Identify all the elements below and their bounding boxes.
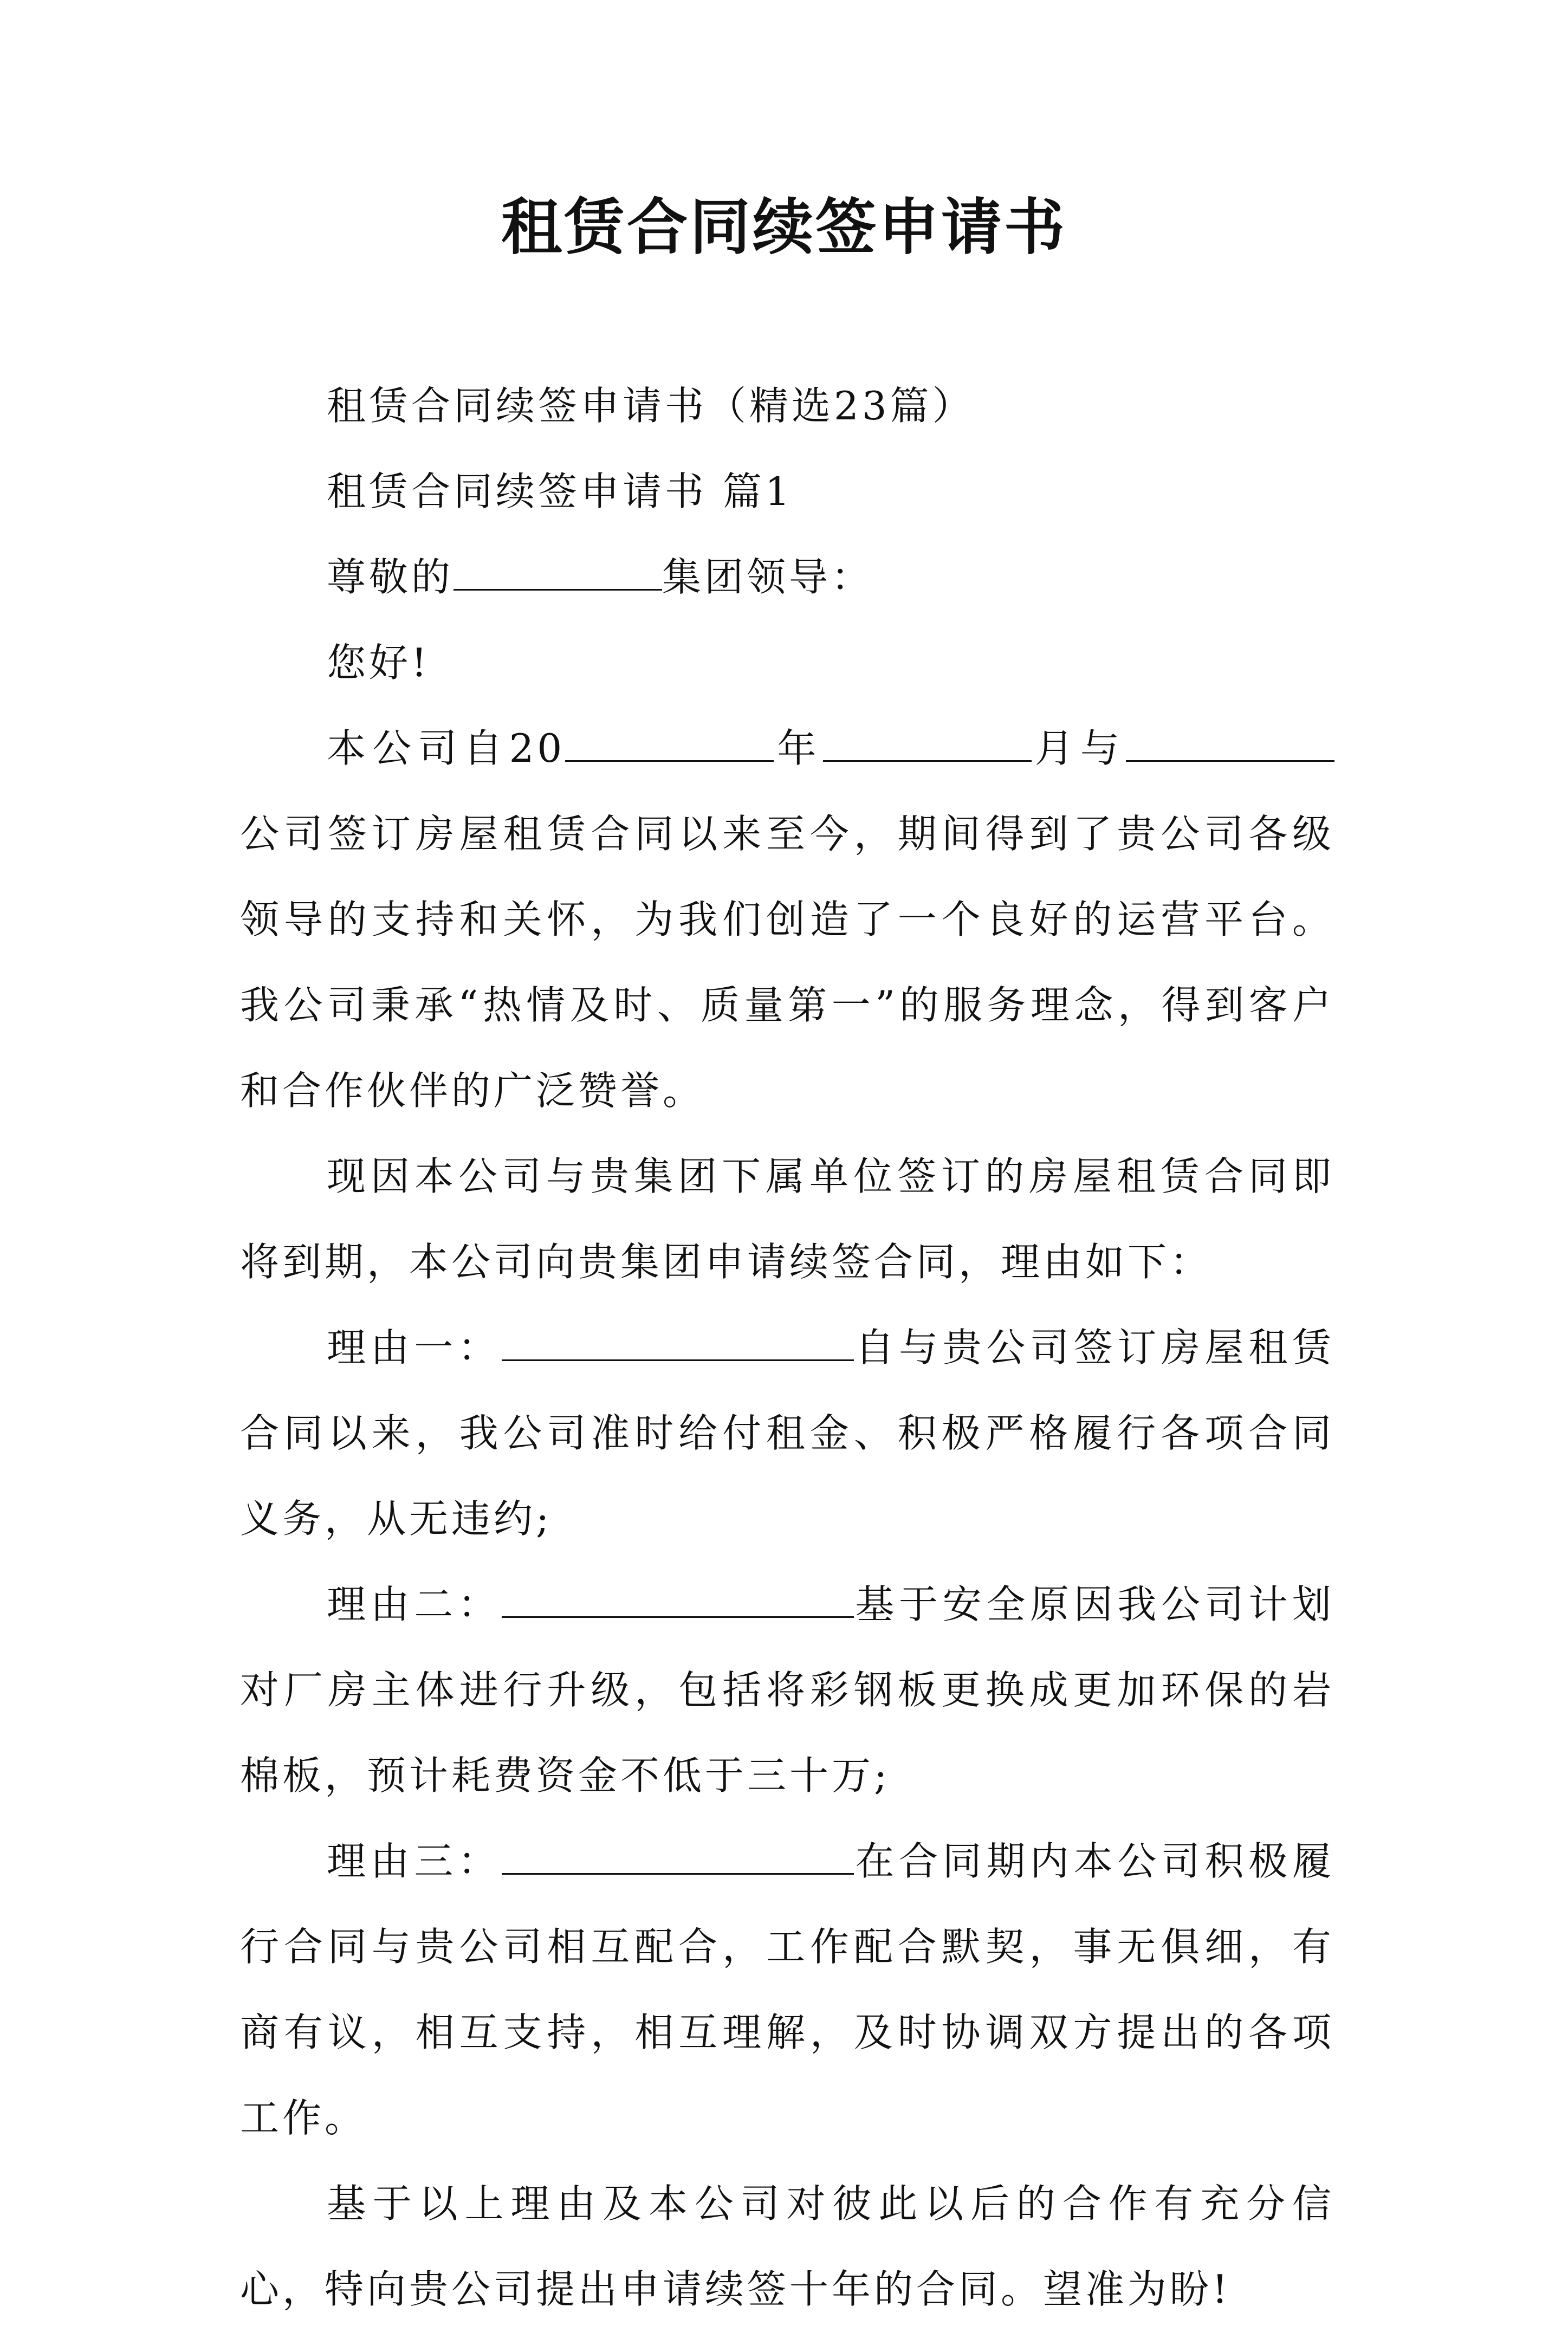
reason-3-text: 在合同期内本公司积极履行合同与贵公司相互配合，工作配合默契，事无俱细，有商有议，相互支持，相互理解，及时协调双方提出的各项工作。 — [240, 1838, 1334, 2141]
blank-company-name — [453, 555, 662, 591]
intro-part-3: 月与 — [1031, 725, 1126, 771]
document-body — [240, 363, 1334, 2332]
blank-reason-3 — [502, 1839, 854, 1875]
salutation — [240, 534, 1334, 620]
paragraph-closing: 基于以上理由及本公司对彼此以后的合作有充分信心，特向贵公司提出申请续签十年的合同。望准为盼! — [240, 2181, 1334, 2312]
paragraph-intro — [240, 705, 1334, 1133]
intro-part-2: 年 — [774, 725, 823, 771]
blank-reason-2 — [502, 1583, 854, 1618]
salutation-prefix: 尊敬的 — [327, 554, 454, 600]
reason-2-label: 理由二： — [327, 1582, 502, 1627]
subtitle: 租赁合同续签申请书（精选23篇） — [327, 383, 975, 429]
reason-2-text: 基于安全原因我公司计划对厂房主体进行升级，包括将彩钢板更换成更加环保的岩棉板，预计耗费资金不低于三十万; — [240, 1582, 1334, 1798]
blank-month — [823, 727, 1032, 762]
blank-year — [565, 727, 774, 762]
reason-3 — [240, 1818, 1334, 2161]
paragraph-renewal: 现因本公司与贵集团下属单位签订的房屋租赁合同即将到期，本公司向贵集团申请续签合同，理由如下： — [240, 1154, 1334, 1285]
reason-2 — [240, 1562, 1334, 1818]
reason-1 — [240, 1305, 1334, 1562]
blank-reason-1 — [502, 1326, 854, 1361]
section-heading: 租赁合同续签申请书 篇1 — [327, 469, 793, 514]
reason-1-label: 理由一： — [327, 1325, 502, 1370]
reason-1-text: 自与贵公司签订房屋租赁合同以来，我公司准时给付租金、积极严格履行各项合同义务，从无违约; — [240, 1325, 1334, 1541]
document-title: 租赁合同续签申请书 — [501, 192, 1067, 263]
salutation-suffix: 集团领导： — [662, 554, 874, 600]
intro-part-4: 公司签订房屋租赁合同以来至今，期间得到了贵公司各级领导的支持和关怀，为我们创造了一个良好的运营平台。我公司秉承“热情及时、质量第一”的服务理念，得到客户和合作伙伴的广泛赞誉。 — [240, 811, 1334, 1113]
intro-part-1: 本公司自20 — [327, 725, 566, 771]
reason-3-label: 理由三： — [327, 1838, 502, 1884]
blank-party — [1126, 727, 1334, 762]
greeting: 您好! — [327, 640, 430, 685]
